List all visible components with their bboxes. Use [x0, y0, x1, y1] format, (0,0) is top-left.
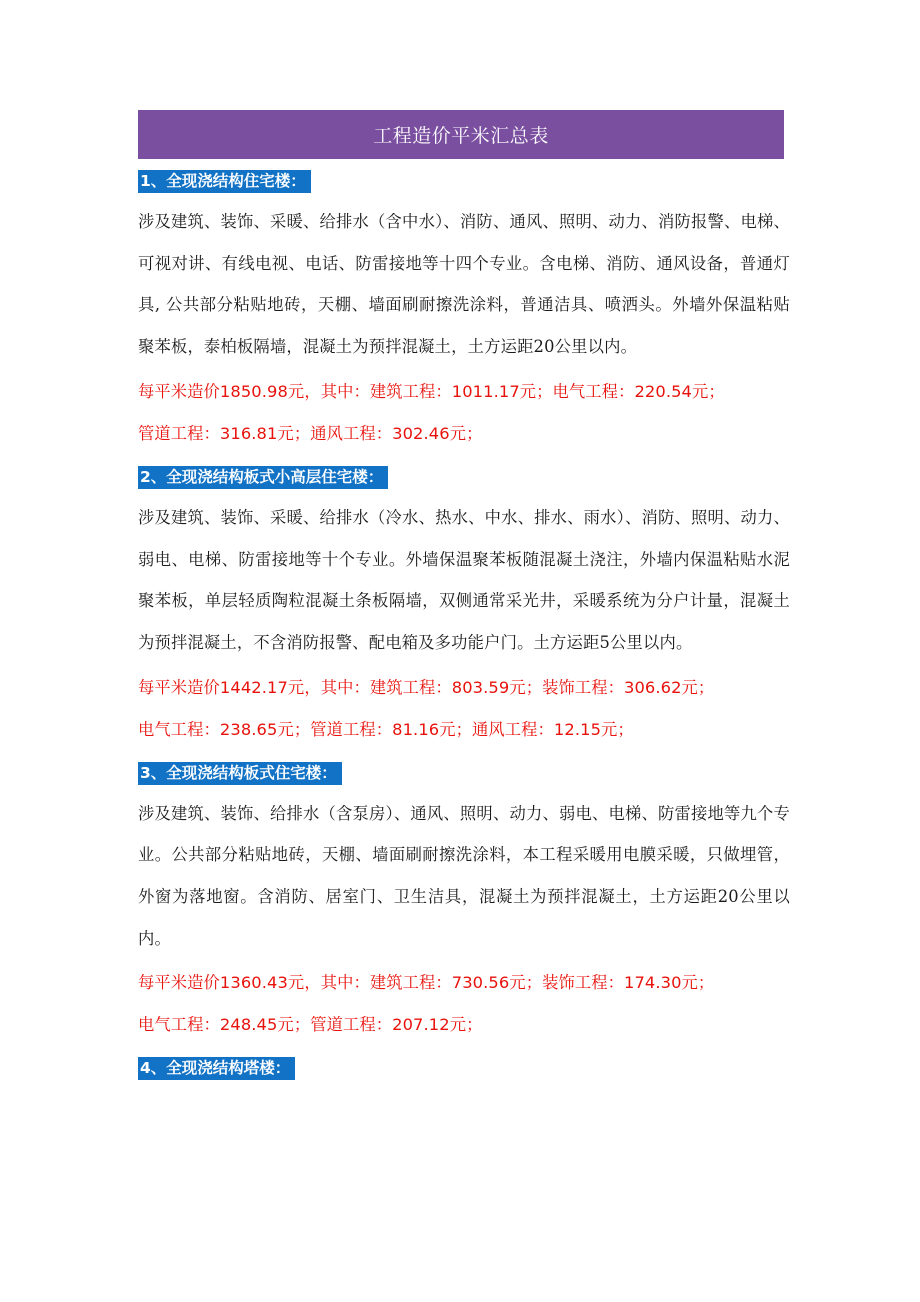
cost-summary-line: 每平米造价1442.17元，其中：建筑工程：803.59元；装饰工程：306.62元；: [138, 677, 715, 697]
section-heading: 4、全现浇结构塔楼：: [138, 1057, 295, 1080]
section-2: [138, 466, 790, 751]
cost-summary-line: 电气工程：238.65元；管道工程：81.16元；通风工程：12.15元；: [138, 719, 634, 739]
document-title: 工程造价平米汇总表: [138, 110, 784, 159]
cost-summary-line: 管道工程：316.81元；通风工程：302.46元；: [138, 423, 483, 443]
section-4: [138, 1057, 790, 1080]
section-heading: 3、全现浇结构板式住宅楼：: [138, 762, 342, 785]
section-description: 涉及建筑、装饰、给排水（含泵房）、通风、照明、动力、弱电、电梯、防雷接地等九个专业。公共部分粘贴地砖，天棚、墙面刷耐擦洗涂料，本工程采暖用电膜采暖，只做埋管，外窗为落地窗。含消防、居室门、卫生洁具，混凝土为预拌混凝土，土方运距20公里以内。: [138, 803, 790, 948]
section-description: 涉及建筑、装饰、采暖、给排水（冷水、热水、中水、排水、雨水）、消防、照明、动力、弱电、电梯、防雷接地等十个专业。外墙保温聚苯板随混凝土浇注，外墙内保温粘贴水泥聚苯板，单层轻质陶粒混凝土条板隔墙，双侧通常采光井，采暖系统为分户计量，混凝土为预拌混凝土，不含消防报警、配电箱及多功能户门。土方运距5公里以内。: [138, 507, 790, 652]
section-1: [138, 170, 790, 455]
cost-summary-line: 每平米造价1850.98元，其中：建筑工程：1011.17元；电气工程：220.54元；: [138, 381, 725, 401]
document-page: [138, 110, 790, 1080]
section-3: [138, 762, 790, 1047]
cost-summary-line: 电气工程：248.45元；管道工程：207.12元；: [138, 1015, 483, 1035]
section-heading: 2、全现浇结构板式小高层住宅楼：: [138, 466, 388, 489]
cost-summary-line: 每平米造价1360.43元，其中：建筑工程：730.56元；装饰工程：174.30元；: [138, 973, 715, 993]
section-heading: 1、全现浇结构住宅楼：: [138, 170, 311, 193]
section-description: 涉及建筑、装饰、采暖、给排水（含中水）、消防、通风、照明、动力、消防报警、电梯、可视对讲、有线电视、电话、防雷接地等十四个专业。含电梯、消防、通风设备，普通灯具, 公共部分粘贴地砖，天棚、墙面刷耐擦洗涂料，普通洁具、喷洒头。外墙外保温粘贴聚苯板，泰柏板隔墙，混凝土为预拌混凝土，土方运距20公里以内。: [138, 212, 790, 357]
